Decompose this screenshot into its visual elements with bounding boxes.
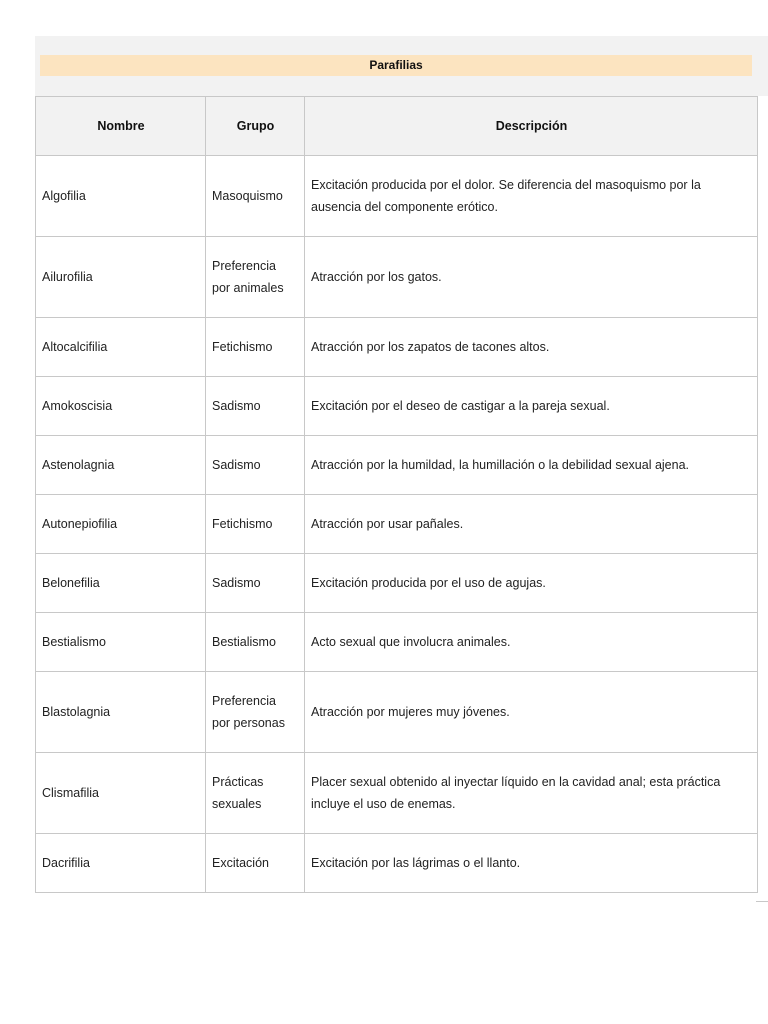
cell-group: Bestialismo bbox=[206, 613, 305, 672]
caption-area bbox=[35, 36, 768, 96]
cell-description: Excitación por el deseo de castigar a la pareja sexual. bbox=[305, 377, 758, 436]
cell-description: Atracción por mujeres muy jóvenes. bbox=[305, 672, 758, 753]
table-row bbox=[36, 318, 758, 377]
table-row bbox=[36, 377, 758, 436]
header-row bbox=[36, 97, 758, 156]
table-row bbox=[36, 834, 758, 893]
cell-description: Placer sexual obtenido al inyectar líquido en la cavidad anal; esta práctica incluye el uso de enemas. bbox=[305, 753, 758, 834]
parafilias-table bbox=[35, 96, 758, 893]
cell-group: Masoquismo bbox=[206, 156, 305, 237]
cell-group: Preferencia por personas bbox=[206, 672, 305, 753]
table-row bbox=[36, 495, 758, 554]
cell-group: Preferencia por animales bbox=[206, 237, 305, 318]
cell-name: Altocalcifilia bbox=[36, 318, 206, 377]
cell-name: Autonepiofilia bbox=[36, 495, 206, 554]
column-header-name: Nombre bbox=[36, 97, 206, 156]
cell-name: Astenolagnia bbox=[36, 436, 206, 495]
cell-description: Atracción por usar pañales. bbox=[305, 495, 758, 554]
cell-group: Sadismo bbox=[206, 436, 305, 495]
table-row bbox=[36, 156, 758, 237]
column-header-description: Descripción bbox=[305, 97, 758, 156]
table-row bbox=[36, 613, 758, 672]
cell-name: Bestialismo bbox=[36, 613, 206, 672]
column-header-group: Grupo bbox=[206, 97, 305, 156]
cell-name: Amokoscisia bbox=[36, 377, 206, 436]
cell-group: Sadismo bbox=[206, 554, 305, 613]
cell-name: Dacrifilia bbox=[36, 834, 206, 893]
cell-description: Excitación producida por el uso de agujas. bbox=[305, 554, 758, 613]
cell-name: Ailurofilia bbox=[36, 237, 206, 318]
cell-group: Fetichismo bbox=[206, 495, 305, 554]
cell-group: Excitación bbox=[206, 834, 305, 893]
cell-description: Excitación producida por el dolor. Se diferencia del masoquismo por la ausencia del componente erótico. bbox=[305, 156, 758, 237]
cell-description: Acto sexual que involucra animales. bbox=[305, 613, 758, 672]
cell-description: Excitación por las lágrimas o el llanto. bbox=[305, 834, 758, 893]
table-row bbox=[36, 753, 758, 834]
cell-group: Prácticas sexuales bbox=[206, 753, 305, 834]
table-row bbox=[36, 554, 758, 613]
cell-group: Fetichismo bbox=[206, 318, 305, 377]
cell-name: Blastolagnia bbox=[36, 672, 206, 753]
cell-name: Clismafilia bbox=[36, 753, 206, 834]
table-row bbox=[36, 672, 758, 753]
cell-name: Belonefilia bbox=[36, 554, 206, 613]
table-row bbox=[36, 436, 758, 495]
parafilias-table-container bbox=[35, 36, 768, 902]
cell-group: Sadismo bbox=[206, 377, 305, 436]
cell-name: Algofilia bbox=[36, 156, 206, 237]
table-caption: Parafilias bbox=[40, 55, 752, 76]
table-edge-divider bbox=[756, 901, 768, 902]
table-row bbox=[36, 237, 758, 318]
cell-description: Atracción por los zapatos de tacones altos. bbox=[305, 318, 758, 377]
cell-description: Atracción por la humildad, la humillación o la debilidad sexual ajena. bbox=[305, 436, 758, 495]
cell-description: Atracción por los gatos. bbox=[305, 237, 758, 318]
